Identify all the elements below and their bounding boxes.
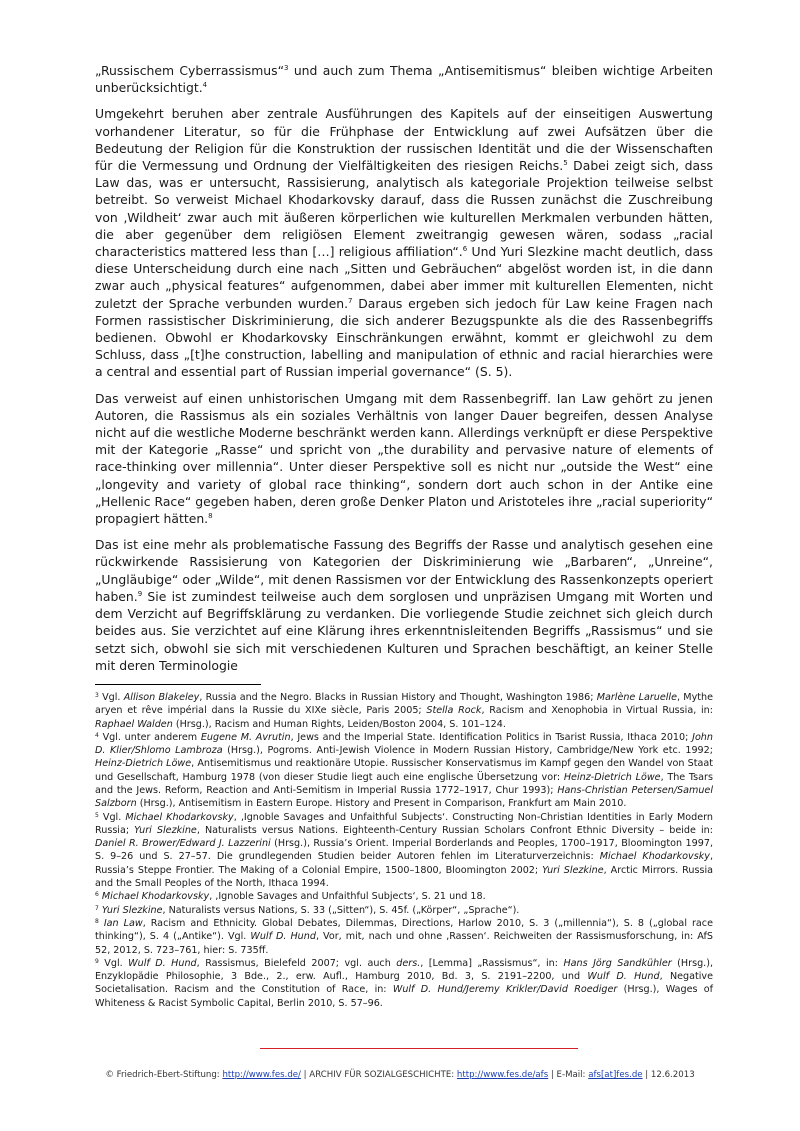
footer-date: | 12.6.2013: [642, 1070, 695, 1080]
footer-rule: [260, 1048, 578, 1049]
fes-link[interactable]: http://www.fes.de/: [222, 1070, 301, 1080]
paragraph-1: „Russischem Cyberrassismus“$^3$ und auch zum Thema „Antisemitismus“ bleiben wichtige Arbeiten unberücksichtigt.$^4$: [95, 63, 713, 96]
footnote-divider: [95, 684, 261, 685]
document-page: [95, 62, 713, 1010]
footnote-7: $^7$ Yuri Slezkine, Naturalists versus Nations, S. 33 („Sitten“), S. 45f. („Körper“, „Sprache“).: [95, 904, 520, 916]
afs-link[interactable]: http://www.fes.de/afs: [456, 1070, 549, 1080]
footer-archive: | ARCHIV FÜR SOZIALGESCHICHTE:: [300, 1070, 457, 1080]
footnote-3: $^3$ Vgl. Allison Blakeley, Russia and the Negro. Blacks in Russian History and Thought, Washington 1986; Marlène Laruelle, Mythe aryen et rêve impérial dans la Russie du XIXe siècle, Paris 2005; Stella Rock, Racism and Xenophobia in Virtual Russia, in: Raphael Walden (Hrsg.), Racism and Human Rights, Leiden/Boston 2004, S. 101–124.: [95, 691, 713, 730]
paragraph-4: Das ist eine mehr als problematische Fassung des Begriffs der Rasse und analytisch gesehen eine rückwirkende Rassisierung von Kategorien der Diskriminierung wie „Barbaren“, „Unreine“, „Ungläubige“ oder „Wilde“, mit denen Rassismen vor der Entwicklung des Rassenkonzepts operiert haben.$^9$ Sie ist zumindest teilweise auch dem sorglosen und unpräzisen Umgang mit Worten und dem Verzicht auf Begriffsklärung zu verdanken. Die vorliegende Studie zeichnet sich gleich durch beides aus. Sie verzichtet auf eine Klärung ihres erkenntnisleitenden Begriffs „Rassismus“ und sie setzt sich, obwohl sie sich mit verschiedenen Kulturen und Sprachen beschäftigt, an keiner Stelle mit deren Terminologie: [95, 537, 713, 673]
footnote-8: $^8$ Ian Law, Racism and Ethnicity. Global Debates, Dilemmas, Directions, Harlow 2010, S. 3 („millennia“), S. 8 („global race thinking“), S. 4 („Antike“). Vgl. Wulf D. Hund, Vor, mit, nach und ohne ‚Rassen‘. Reichweiten der Rassismusforschung, in: AfS 52, 2012, S. 723–761, hier: S. 735ff.: [95, 917, 713, 956]
footnotes: [95, 691, 713, 1010]
footer-text: [0, 1070, 800, 1080]
body-text: [95, 62, 713, 674]
footnote-6: $^6$ Michael Khodarkovsky, ‚Ignoble Savages and Unfaithful Subjects‘, S. 21 und 18.: [95, 891, 486, 903]
paragraph-3: Das verweist auf einen unhistorischen Umgang mit dem Rassenbegriff. Ian Law gehört zu jenen Autoren, die Rassismus als ein soziales Verhältnis von langer Dauer begreifen, dessen Analyse nicht auf die westliche Moderne beschränkt werden kann. Allerdings verknüpft er diese Perspektive mit der Kategorie „Rasse“ und spricht von „the durability and pervasive nature of elements of race-thinking over millennia“. Unter dieser Perspektive soll es nicht nur „outside the West“ eine „longevity and variety of global race thinking“, sondern dort auch schon in der Antike eine „Hellenic Race“ gegeben haben, deren große Denker Platon und Aristoteles ihre „racial superiority“ propagiert hätten.$^8$: [95, 390, 713, 527]
paragraph-2: Umgekehrt beruhen aber zentrale Ausführungen des Kapitels auf der einseitigen Auswertung vorhandener Literatur, so für die Frühphase der Entwicklung auf zwei Aufsätzen über die Bedeutung der Religion für die Konstruktion der russischen Identität und die der Wissenschaften für die Vermessung und Ordnung der Vielfältigkeiten des riesigen Reichs.$^5$ Dabei zeigt sich, dass Law das, was er untersucht, Rassisierung, analytisch als kategoriale Projektion teilweise selbst betreibt. So verweist Michael Khodarkovsky darauf, dass die Russen zunächst die Zuschreibung von ‚Wildheit‘ zwar auch mit äußeren körperlichen wie kulturellen Merkmalen verbunden hätten, die aber gegenüber dem religiösen Element zweitrangig gewesen wären, sodass „racial characteristics mattered less than […] religious affiliation“.$^6$ Und Yuri Slezkine macht deutlich, dass diese Unterscheidung durch eine nach „Sitten und Gebräuchen“ abgelöst worden ist, in die dann zwar auch „physical features“ aufgenommen, dabei aber immer mit kulturellen Elementen, nicht zuletzt der Sprache verbunden wurden.$^7$ Daraus ergeben sich jedoch für Law keine Fragen nach Formen rassistischer Diskriminierung, die sich anderer Bezugspunkte als die des Rassenbegriffs bedienen. Obwohl er Khodarkovsky Einschränkungen erwähnt, kommt er gleichwohl zu dem Schluss, dass „[t]he construction, labelling and manipulation of ethnic and racial hierarchies were a central and essential part of Russian imperial governance“ (S. 5).: [95, 106, 713, 380]
email-link[interactable]: afs[at]fes.de: [588, 1070, 643, 1080]
footer-copyright: © Friedrich-Ebert-Stiftung:: [105, 1070, 223, 1080]
footnote-5: $^5$ Vgl. Michael Khodarkovsky, ‚Ignoble Savages and Unfaithful Subjects‘. Constructing Non-Christian Identities in Early Modern Russia; Yuri Slezkine, Naturalists versus Nations. Eighteenth-Century Russian Scholars Confront Ethnic Diversity – beide in: Daniel R. Brower/Edward J. Lazzerini (Hrsg.), Russia’s Orient. Imperial Borderlands and Peoples, 1700–1917, Bloomington 1997, S. 9–26 und S. 27–57. Die grundlegenden Studien beider Autoren fehlen im Literaturverzeichnis: Michael Khodarkovsky, Russia’s Steppe Frontier. The Making of a Colonial Empire, 1500–1800, Bloomington 2002; Yuri Slezkine, Arctic Mirrors. Russia and the Small Peoples of the North, Ithaca 1994.: [95, 811, 713, 890]
footnote-4: $^4$ Vgl. unter anderem Eugene M. Avrutin, Jews and the Imperial State. Identification Politics in Tsarist Russia, Ithaca 2010; John D. Klier/Shlomo Lambroza (Hrsg.), Pogroms. Anti-Jewish Violence in Modern Russian History, Cambridge/New York etc. 1992; Heinz-Dietrich Löwe, Antisemitismus und reaktionäre Utopie. Russischer Konservatismus im Kampf gegen den Wandel von Staat und Gesellschaft, Hamburg 1978 (von dieser Studie liegt auch eine englische Übersetzung vor: Heinz-Dietrich Löwe, The Tsars and the Jews. Reform, Reaction and Anti-Semitism in Imperial Russia 1772–1917, Chur 1993); Hans-Christian Petersen/Samuel Salzborn (Hrsg.), Antisemitism in Eastern Europe. History and Present in Comparison, Frankfurt am Main 2010.: [95, 731, 714, 810]
footer-email-label: | E-Mail:: [548, 1070, 589, 1080]
footnote-9: $^9$ Vgl. Wulf D. Hund, Rassismus, Bielefeld 2007; vgl. auch ders., [Lemma] „Rassismus“, in: Hans Jörg Sandkühler (Hrsg.), Enzyklopädie Philosophie, 3 Bde., 2., erw. Aufl., Hamburg 2010, Bd. 3, S. 2191–2200, und Wulf D. Hund, Negative Societalisation. Racism and the Constitution of Race, in: Wulf D. Hund/Jeremy Krikler/David Roediger (Hrsg.), Wages of Whiteness & Racist Symbolic Capital, Berlin 2010, S. 57–96.: [95, 957, 714, 1009]
